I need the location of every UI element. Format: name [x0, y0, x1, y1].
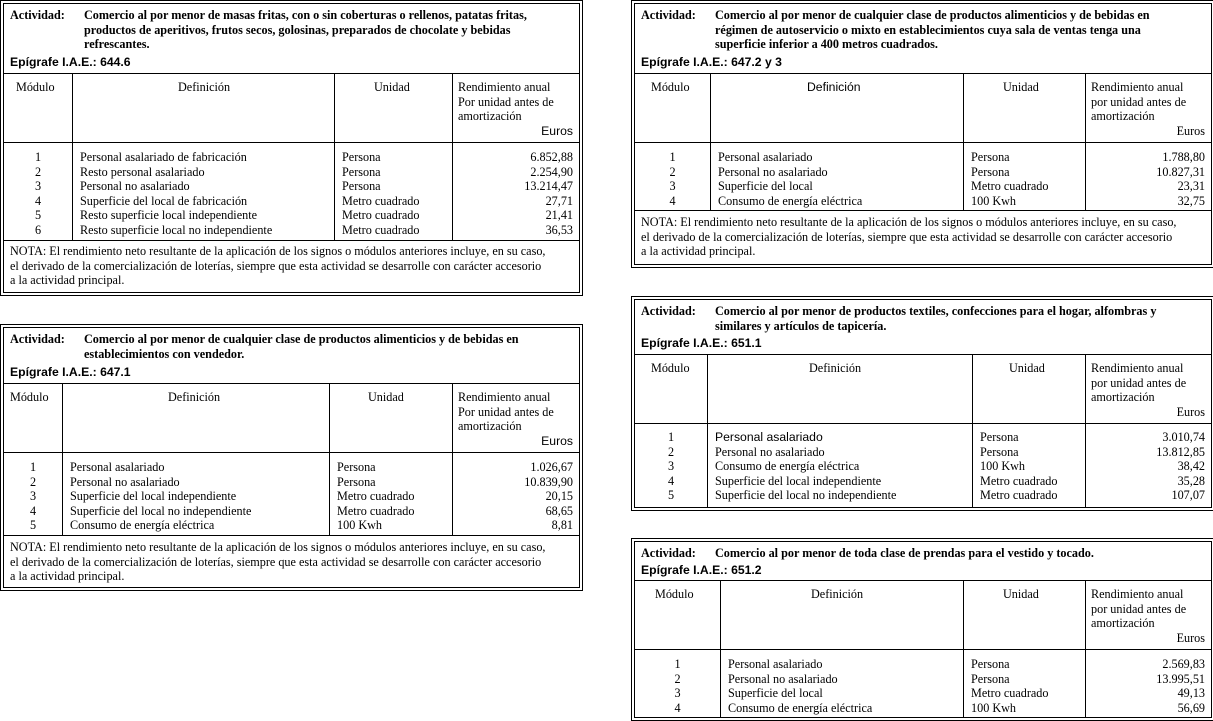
col-unidad: Unidad: [368, 390, 404, 404]
col-modulo: Módulo: [651, 80, 690, 94]
activity-label: Actividad:: [10, 8, 65, 22]
activity-text: Comercio al por menor de cualquier clase de productos alimenticios y de bebidas en establecimientos con vendedor.: [84, 332, 519, 361]
row-unidad: Persona: [980, 430, 1019, 444]
row-definicion: Personal asalariado: [715, 430, 823, 444]
activity-text: Comercio al por menor de cualquier clase de productos alimenticios y de bebidas en régimen de autoservicio o mixto en establecimientos cuya sala de ventas tenga una superficie inferior a 400 metros cuadrados.: [715, 8, 1150, 52]
row-rendimiento: 56,69: [1177, 700, 1205, 715]
row-unidad: 100 Kwh: [971, 193, 1017, 208]
row-definicion: Personal no asalariado: [718, 164, 828, 179]
row-modulo: 3: [669, 179, 676, 194]
row-modulo: 4: [674, 700, 681, 715]
row-modulo: 4: [669, 193, 676, 208]
table-frame: [3, 327, 580, 588]
row-definicion: Personal asalariado: [70, 460, 165, 474]
row-rendimiento: 27,71: [545, 193, 573, 208]
row-rendimiento: 107,07: [1171, 488, 1205, 503]
table-647-2-3: [631, 0, 1213, 268]
col-unidad: Unidad: [1003, 587, 1039, 601]
row-unidad: Metro cuadrado: [980, 488, 1058, 503]
row-rendimiento: 1.788,80: [1162, 150, 1205, 164]
col-rendimiento: Rendimiento anual por unidad antes de amortización: [1091, 361, 1187, 405]
row-definicion: Personal no asalariado: [715, 444, 825, 459]
col-unidad: Unidad: [1003, 80, 1039, 94]
col-definicion: Definición: [168, 390, 221, 404]
row-modulo: 3: [667, 459, 675, 474]
row-definicion: Personal asalariado de fabricación: [80, 150, 247, 164]
row-unidad: Metro cuadrado: [342, 223, 420, 237]
col-unidad: Unidad: [374, 80, 410, 94]
row-unidad: Persona: [342, 164, 381, 179]
row-unidad: 100 Kwh: [971, 700, 1017, 715]
row-modulo: 1: [667, 430, 675, 444]
row-rendimiento: 10.827,31: [1156, 164, 1205, 179]
row-modulo: 2: [669, 164, 676, 179]
row-modulo: 2: [34, 164, 42, 179]
col-rendimiento: Rendimiento anual por unidad antes de amortización: [1091, 80, 1187, 124]
row-definicion: Superficie del local independiente: [70, 489, 237, 504]
row-modulo: 3: [674, 686, 681, 701]
row-definicion: Resto personal asalariado: [80, 164, 205, 179]
table-frame: [634, 541, 1212, 718]
row-unidad: Persona: [342, 150, 381, 164]
row-unidad: Persona: [971, 164, 1010, 179]
col-modulo: Módulo: [16, 80, 55, 94]
row-modulo: 1: [29, 460, 37, 474]
row-rendimiento: 23,31: [1177, 179, 1205, 194]
row-unidad: Metro cuadrado: [342, 208, 420, 223]
row-rendimiento: 35,28: [1177, 473, 1205, 488]
row-unidad: Persona: [971, 657, 1010, 671]
row-definicion: Superficie del local no independiente: [715, 488, 897, 503]
activity-text: Comercio al por menor de masas fritas, con o sin coberturas o rellenos, patatas fritas, productos de aperitivos, frutos secos, golosinas, preparados de chocolate y bebidas refrescantes.: [84, 8, 527, 52]
row-rendimiento: 13.995,51: [1156, 671, 1205, 686]
row-definicion: Personal asalariado: [728, 657, 823, 671]
row-rendimiento: 1.026,67: [530, 460, 573, 474]
col-definicion: Definición: [807, 80, 861, 94]
row-unidad: Persona: [337, 474, 376, 489]
row-rendimiento: 36,53: [545, 223, 573, 237]
table-651-2: [631, 538, 1213, 721]
row-modulo: 1: [34, 150, 42, 164]
row-rendimiento: 21,41: [545, 208, 573, 223]
col-euros: Euros: [1176, 405, 1205, 419]
note: NOTA: El rendimiento neto resultante de la aplicación de los signos o módulos anteriores incluye, en su caso, el derivado de la comercialización de loterías, siempre que esta actividad se desarrolle con carácter accesorio a la actividad principal.: [10, 540, 546, 584]
row-rendimiento: 8,81: [551, 518, 573, 533]
table-644-6: [0, 0, 583, 296]
epigrafe: Epígrafe I.A.E.: 647.2 y 3: [641, 55, 782, 69]
row-unidad: Persona: [337, 460, 376, 474]
table-647-1: [0, 324, 583, 591]
activity-label: Actividad:: [641, 304, 696, 318]
row-unidad: Persona: [971, 150, 1010, 164]
row-definicion: Consumo de energía eléctrica: [715, 459, 860, 474]
row-definicion: Consumo de energía eléctrica: [718, 193, 863, 208]
row-modulo: 3: [34, 179, 42, 194]
col-definicion: Definición: [811, 587, 864, 601]
note: NOTA: El rendimiento neto resultante de la aplicación de los signos o módulos anteriores incluye, en su caso, el derivado de la comercialización de loterías, siempre que esta actividad se desarrolle con carácter accesorio a la actividad principal.: [641, 215, 1177, 259]
activity-text: Comercio al por menor de toda clase de prendas para el vestido y tocado.: [715, 546, 1094, 560]
row-unidad: Persona: [980, 444, 1019, 459]
row-definicion: Personal no asalariado: [80, 179, 190, 194]
col-euros: Euros: [1176, 124, 1205, 138]
row-definicion: Resto superficie local no independiente: [80, 223, 273, 237]
row-definicion: Superficie del local independiente: [715, 473, 882, 488]
table-651-1: [631, 296, 1213, 511]
epigrafe: Epígrafe I.A.E.: 647.1: [10, 365, 131, 379]
activity-label: Actividad:: [641, 546, 696, 560]
row-modulo: 2: [29, 474, 37, 489]
epigrafe: Epígrafe I.A.E.: 651.1: [641, 336, 762, 350]
row-rendimiento: 2.569,83: [1162, 657, 1205, 671]
col-rendimiento: Rendimiento anual Por unidad antes de amortización: [458, 80, 554, 124]
row-definicion: Consumo de energía eléctrica: [70, 518, 215, 533]
note: NOTA: El rendimiento neto resultante de la aplicación de los signos o módulos anteriores incluye, en su caso, el derivado de la comercialización de loterías, siempre que esta actividad se desarrolle con carácter accesorio a la actividad principal.: [10, 244, 546, 288]
row-rendimiento: 49,13: [1177, 686, 1205, 701]
activity-label: Actividad:: [641, 8, 696, 22]
col-rendimiento: Rendimiento anual por unidad antes de amortización: [1091, 587, 1187, 631]
col-unidad: Unidad: [1009, 361, 1045, 375]
epigrafe: Epígrafe I.A.E.: 644.6: [10, 55, 131, 69]
row-unidad: 100 Kwh: [980, 459, 1026, 474]
row-definicion: Superficie del local: [728, 686, 823, 701]
row-definicion: Personal asalariado: [718, 150, 813, 164]
row-rendimiento: 6.852,88: [530, 150, 573, 164]
row-unidad: 100 Kwh: [337, 518, 383, 533]
row-modulo: 5: [667, 488, 675, 503]
row-unidad: Metro cuadrado: [342, 193, 420, 208]
row-rendimiento: 38,42: [1177, 459, 1205, 474]
row-unidad: Persona: [971, 671, 1010, 686]
row-modulo: 1: [674, 657, 681, 671]
table-frame: [634, 3, 1212, 265]
row-modulo: 1: [669, 150, 676, 164]
row-modulo: 4: [29, 503, 37, 518]
row-modulo: 6: [34, 223, 42, 237]
activity-label: Actividad:: [10, 332, 65, 346]
row-definicion: Personal no asalariado: [70, 474, 180, 489]
row-rendimiento: 13.214,47: [524, 179, 573, 194]
col-rendimiento: Rendimiento anual Por unidad antes de amortización: [458, 390, 554, 434]
row-definicion: Superficie del local no independiente: [70, 503, 252, 518]
row-rendimiento: 13.812,85: [1156, 444, 1205, 459]
row-rendimiento: 32,75: [1177, 193, 1205, 208]
col-euros: Euros: [541, 124, 573, 138]
row-unidad: Metro cuadrado: [971, 179, 1049, 194]
table-frame: [3, 3, 580, 293]
row-definicion: Consumo de energía eléctrica: [728, 700, 873, 715]
col-definicion: Definición: [809, 361, 862, 375]
row-rendimiento: 10.839,90: [524, 474, 573, 489]
row-modulo: 2: [667, 444, 675, 459]
row-modulo: 2: [674, 671, 681, 686]
col-modulo: Módulo: [651, 361, 690, 375]
row-definicion: Superficie del local de fabricación: [80, 193, 248, 208]
activity-text: Comercio al por menor de productos textiles, confecciones para el hogar, alfombras y similares y artículos de tapicería.: [715, 304, 1157, 333]
row-unidad: Metro cuadrado: [971, 686, 1049, 701]
row-definicion: Personal no asalariado: [728, 671, 838, 686]
col-definicion: Definición: [178, 80, 231, 94]
row-modulo: 5: [29, 518, 37, 533]
row-modulo: 4: [667, 473, 675, 488]
table-frame: [634, 299, 1212, 508]
row-definicion: Superficie del local: [718, 179, 813, 194]
row-rendimiento: 68,65: [545, 503, 573, 518]
row-unidad: Metro cuadrado: [337, 489, 415, 504]
row-unidad: Metro cuadrado: [337, 503, 415, 518]
col-modulo: Módulo: [655, 587, 694, 601]
epigrafe: Epígrafe I.A.E.: 651.2: [641, 563, 762, 577]
row-unidad: Persona: [342, 179, 381, 194]
row-definicion: Resto superficie local independiente: [80, 208, 257, 223]
row-modulo: 5: [34, 208, 42, 223]
row-modulo: 4: [34, 193, 42, 208]
row-rendimiento: 2.254,90: [530, 164, 573, 179]
col-modulo: Módulo: [10, 390, 49, 404]
row-modulo: 3: [29, 489, 37, 504]
row-rendimiento: 20,15: [545, 489, 573, 504]
col-euros: Euros: [1176, 631, 1205, 645]
col-euros: Euros: [541, 434, 573, 448]
row-rendimiento: 3.010,74: [1162, 430, 1205, 444]
row-unidad: Metro cuadrado: [980, 473, 1058, 488]
